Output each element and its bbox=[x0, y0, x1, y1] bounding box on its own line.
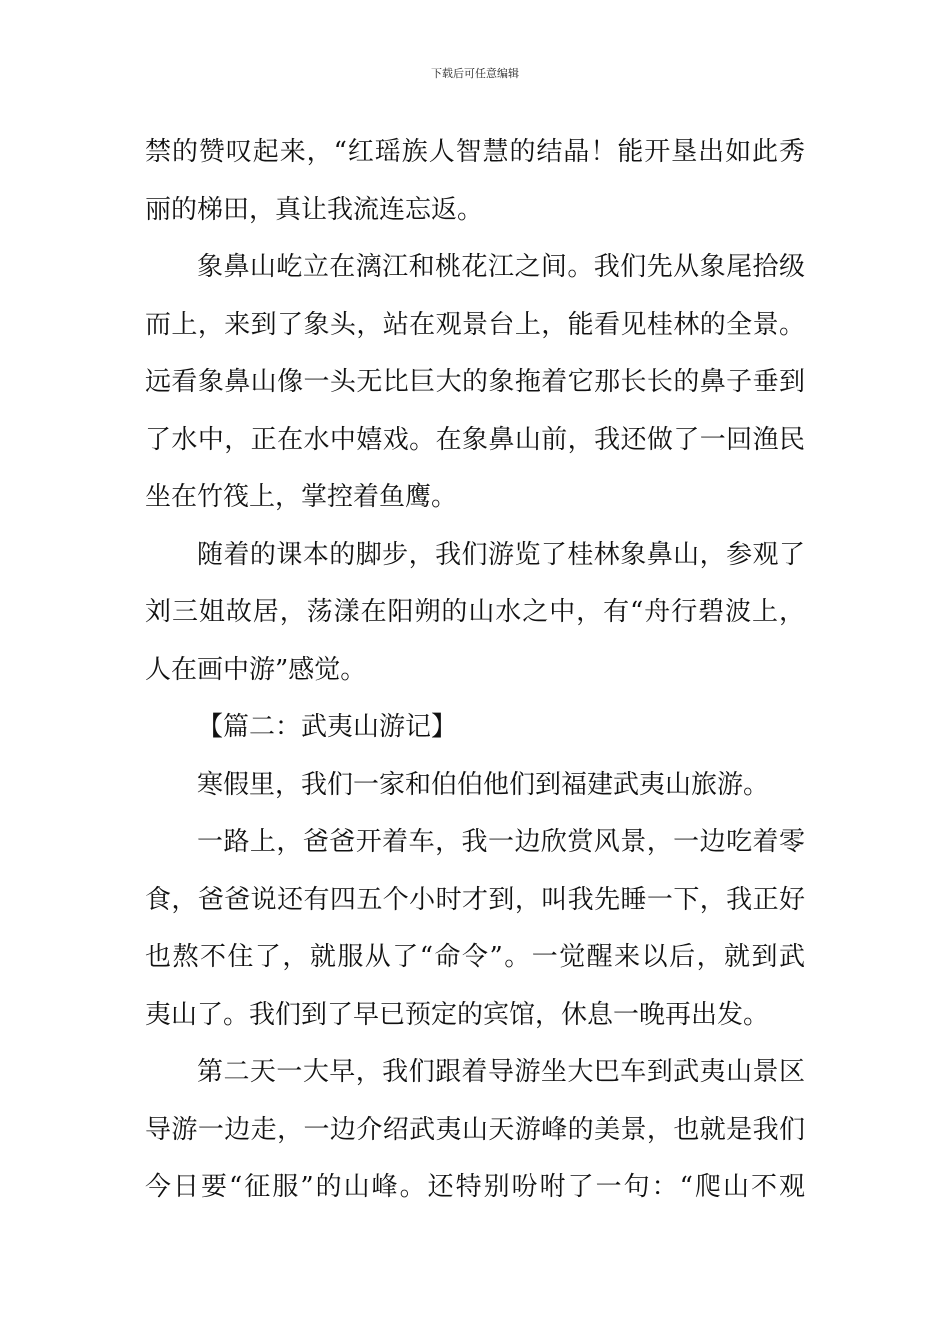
text-line: 坐在竹筏上，掌控着鱼鹰。 bbox=[145, 482, 458, 512]
text-line: 刘三姐故居，荡漾在阳朔的山水之中，有“舟行碧波上， bbox=[145, 597, 805, 627]
text-line: 一路上，爸爸开着车，我一边欣赏风景，一边吃着零 bbox=[197, 827, 805, 857]
document-body bbox=[145, 124, 805, 1217]
text-line: 人在画中游”感觉。 bbox=[145, 654, 367, 685]
text-line: 随着的课本的脚步，我们游览了桂林象鼻山，参观了 bbox=[197, 539, 805, 570]
section-heading: 【篇二：武夷山游记】 bbox=[197, 712, 458, 742]
text-line: 远看象鼻山像一头无比巨大的象拖着它那长长的鼻子垂到 bbox=[145, 367, 805, 397]
text-line: 食，爸爸说还有四五个小时才到，叫我先睡一下，我正好 bbox=[145, 884, 805, 915]
text-line: 象鼻山屹立在漓江和桃花江之间。我们先从象尾拾级 bbox=[197, 252, 805, 282]
text-line: 寒假里，我们一家和伯伯他们到福建武夷山旅游。 bbox=[197, 769, 770, 800]
text-line: 丽的梯田，真让我流连忘返。 bbox=[145, 194, 484, 225]
text-line: 也熬不住了，就服从了“命令”。一觉醒来以后，就到武 bbox=[145, 942, 805, 972]
text-line: 第二天一大早，我们跟着导游坐大巴车到武夷山景区 bbox=[197, 1057, 805, 1087]
text-line: 而上，来到了象头，站在观景台上，能看见桂林的全景。 bbox=[145, 309, 805, 340]
text-line: 禁的赞叹起来，“红瑶族人智慧的结晶！能开垦出如此秀 bbox=[145, 137, 805, 167]
text-line: 夷山了。我们到了早已预定的宾馆，休息一晚再出发。 bbox=[145, 999, 770, 1030]
text-line: 了水中，正在水中嬉戏。在象鼻山前，我还做了一回渔民 bbox=[145, 424, 805, 455]
text-line: 导游一边走，一边介绍武夷山天游峰的美景，也就是我们 bbox=[145, 1114, 805, 1145]
text-line: 今日要“征服”的山峰。还特别吩咐了一句：“爬山不观 bbox=[145, 1172, 805, 1202]
page-header: 下载后可任意编辑 bbox=[431, 67, 519, 80]
